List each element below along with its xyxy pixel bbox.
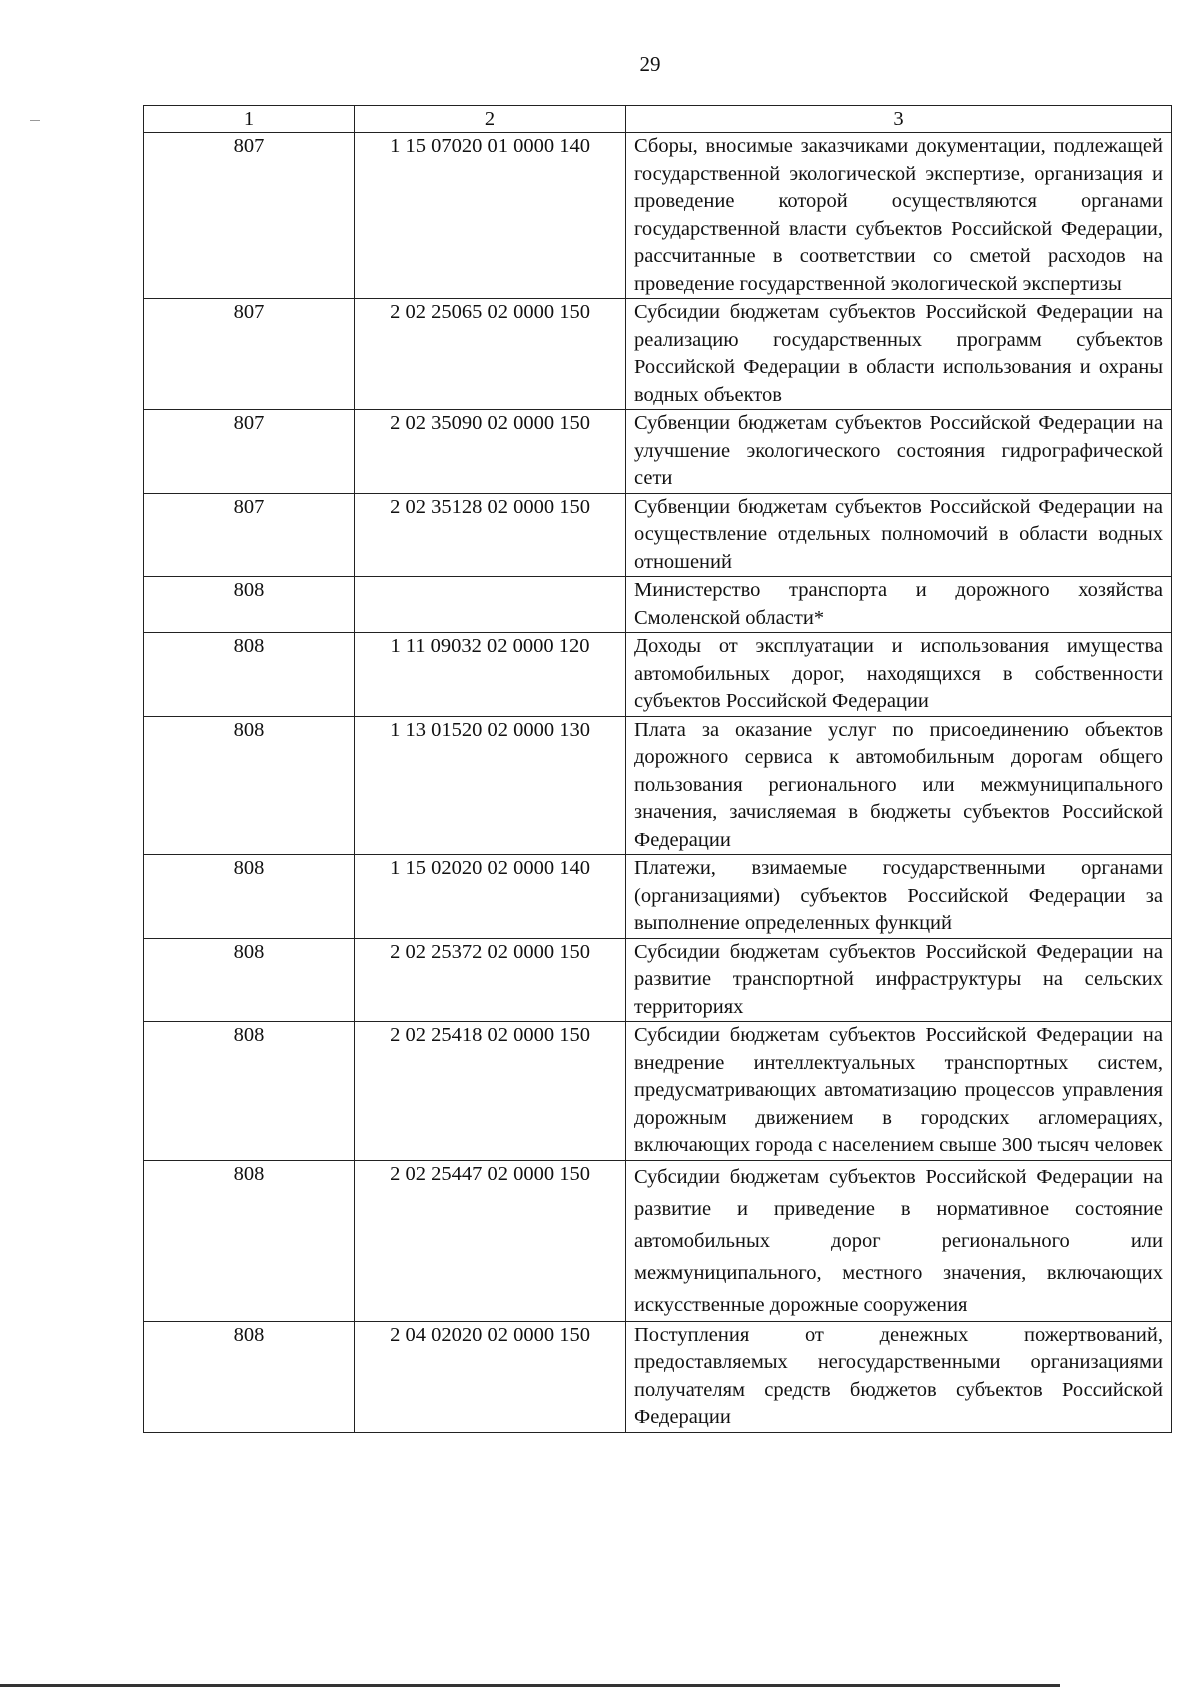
budget-code-cell: 1 15 02020 02 0000 140 [355, 855, 626, 939]
description-cell: Субсидии бюджетам субъектов Российской Федерации на развитие и приведение в нормативное состояние автомобильных дорог регионального или межмуниципального, местного значения, включающих искусственные дорожные сооружения [626, 1160, 1172, 1321]
table-row [144, 633, 1172, 717]
admin-code-cell: 807 [144, 133, 355, 299]
revenue-codes-table [143, 105, 1172, 1433]
budget-code-cell: 2 02 35128 02 0000 150 [355, 493, 626, 577]
description-cell: Субсидии бюджетам субъектов Российской Федерации на развитие транспортной инфраструктуры на сельских территориях [626, 938, 1172, 1022]
description-cell: Доходы от эксплуатации и использования имущества автомобильных дорог, находящихся в собственности субъектов Российской Федерации [626, 633, 1172, 717]
budget-code-cell [355, 577, 626, 633]
page-number: 29 [639, 52, 661, 76]
budget-code-cell: 2 04 02020 02 0000 150 [355, 1321, 626, 1432]
budget-code-cell: 2 02 35090 02 0000 150 [355, 410, 626, 494]
budget-code-cell: 1 11 09032 02 0000 120 [355, 633, 626, 717]
budget-code-cell: 2 02 25447 02 0000 150 [355, 1160, 626, 1321]
admin-code-cell: 807 [144, 493, 355, 577]
table-row [144, 938, 1172, 1022]
scan-edge-line [0, 1684, 1060, 1687]
admin-code-cell: 808 [144, 855, 355, 939]
admin-code-cell: 807 [144, 410, 355, 494]
table-row [144, 716, 1172, 855]
table-row [144, 493, 1172, 577]
table-row [144, 855, 1172, 939]
margin-mark [30, 120, 40, 121]
table-header-row [144, 106, 1172, 133]
admin-code-cell: 808 [144, 577, 355, 633]
budget-code-cell: 2 02 25372 02 0000 150 [355, 938, 626, 1022]
column-header-2: 2 [355, 106, 626, 133]
description-cell: Плата за оказание услуг по присоединению объектов дорожного сервиса к автомобильным дорогам общего пользования регионального или межмуниципального значения, зачисляемая в бюджеты субъектов Российской Федерации [626, 716, 1172, 855]
budget-code-cell: 1 15 07020 01 0000 140 [355, 133, 626, 299]
budget-code-cell: 2 02 25065 02 0000 150 [355, 299, 626, 410]
admin-code-cell: 808 [144, 1160, 355, 1321]
table-row [144, 133, 1172, 299]
budget-code-cell: 2 02 25418 02 0000 150 [355, 1022, 626, 1161]
column-header-3: 3 [626, 106, 1172, 133]
description-cell: Субвенции бюджетам субъектов Российской Федерации на улучшение экологического состояния гидрографической сети [626, 410, 1172, 494]
table-row [144, 577, 1172, 633]
description-cell: Субсидии бюджетам субъектов Российской Федерации на реализацию государственных программ субъектов Российской Федерации в области использования и охраны водных объектов [626, 299, 1172, 410]
budget-code-cell: 1 13 01520 02 0000 130 [355, 716, 626, 855]
admin-code-cell: 808 [144, 716, 355, 855]
admin-code-cell: 808 [144, 1022, 355, 1161]
table-row [144, 299, 1172, 410]
description-cell: Платежи, взимаемые государственными органами (организациями) субъектов Российской Федерации за выполнение определенных функций [626, 855, 1172, 939]
table-row [144, 1321, 1172, 1432]
admin-code-cell: 807 [144, 299, 355, 410]
description-cell: Субсидии бюджетам субъектов Российской Федерации на внедрение интеллектуальных транспортных систем, предусматривающих автоматизацию процессов управления дорожным движением в городских агломерациях, включающих города с населением свыше 300 тысяч человек [626, 1022, 1172, 1161]
description-cell: Субвенции бюджетам субъектов Российской Федерации на осуществление отдельных полномочий в области водных отношений [626, 493, 1172, 577]
description-cell: Поступления от денежных пожертвований, предоставляемых негосударственными организациями получателям средств бюджетов субъектов Российской Федерации [626, 1321, 1172, 1432]
admin-code-cell: 808 [144, 938, 355, 1022]
admin-code-cell: 808 [144, 633, 355, 717]
column-header-1: 1 [144, 106, 355, 133]
admin-code-cell: 808 [144, 1321, 355, 1432]
table-row [144, 1022, 1172, 1161]
description-cell: Сборы, вносимые заказчиками документации, подлежащей государственной экологической экспертизе, организация и проведение которой осуществляются органами государственной власти субъектов Российской Федерации, рассчитанные в соответствии со сметой расходов на проведение государственной экологической экспертизы [626, 133, 1172, 299]
table-row [144, 1160, 1172, 1321]
table-row [144, 410, 1172, 494]
description-cell: Министерство транспорта и дорожного хозяйства Смоленской области* [626, 577, 1172, 633]
